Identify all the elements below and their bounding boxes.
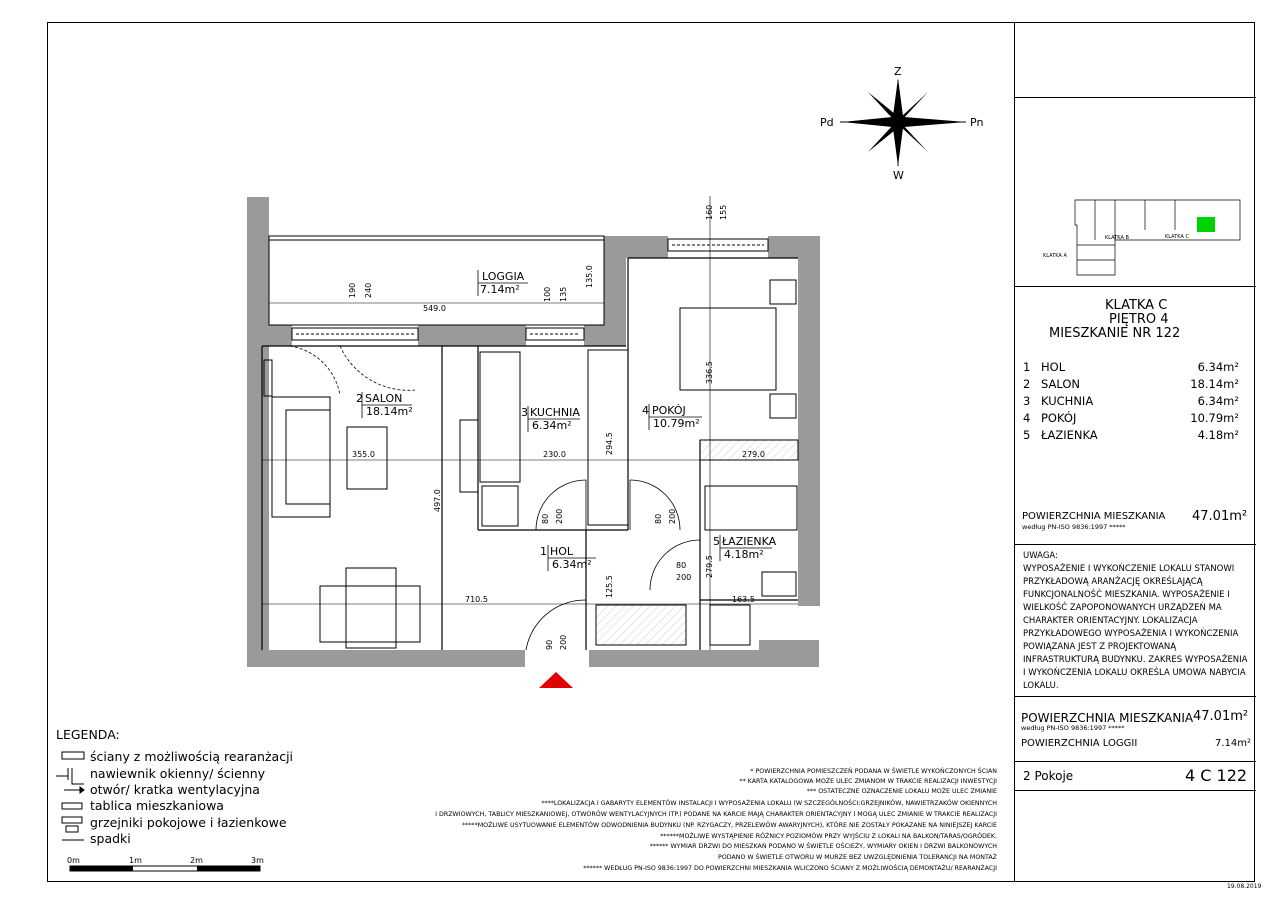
dim-label: 200 (676, 573, 692, 582)
note-line: POWIĄZANA JEST Z PROJEKTOWANĄ (1023, 642, 1177, 652)
dimension-lines (262, 196, 798, 650)
note-line: WYPOSAŻENIE I WYKOŃCZENIE LOKALU STANOWI (1023, 564, 1235, 574)
legend-item: ściany z możliwością rearanżacji (90, 749, 294, 764)
room-name: ŁAZIENKA (722, 535, 777, 548)
dim-label: 163.5 (732, 595, 755, 604)
dim-label: 230.0 (543, 450, 566, 459)
header-line3: MIESZKANIE NR 122 (1049, 326, 1181, 341)
footnote: PODANO W ŚWIETLE OTWORU W MURZE BEZ UWZGLĘDNIENIA TOLERANCJI NA MONTAŻ (717, 854, 997, 861)
room-num: 5 (713, 535, 720, 548)
room-labels (356, 270, 777, 571)
key-plan-highlight (1197, 217, 1215, 232)
room-name: SALON (365, 392, 403, 405)
entrance-marker (539, 672, 573, 688)
room-count: 2 Pokoje (1023, 769, 1074, 783)
keyplan-b: KLATKA B (1105, 235, 1129, 241)
room-list-name: POKÓJ (1041, 411, 1077, 425)
room-list-area: 6.34m² (1197, 360, 1239, 374)
dim-label: 336.5 (705, 361, 714, 384)
note-line: PRZYKŁADOWĄ ARANŻACJĘ OKREŚLAJĄCĄ (1023, 577, 1203, 587)
area2-value: 47.01m² (1193, 709, 1249, 724)
flat-code: 4 C 122 (1185, 766, 1248, 785)
area-sub: według PN-ISO 9836:1997 ***** (1022, 523, 1126, 531)
loggia-area: 7.14m² (480, 283, 520, 296)
notes-title: UWAGA: (1023, 551, 1058, 561)
dim-label: 160 (705, 204, 714, 220)
dim-label: 200 (559, 634, 568, 650)
room-num: 4 (642, 404, 649, 417)
room-list-num: 3 (1023, 394, 1031, 408)
legend-symbols (56, 752, 84, 840)
dim-label: 710.5 (465, 595, 488, 604)
loggia-area-label: POWIERZCHNIA LOGGII (1021, 738, 1138, 749)
compass-n: Z (894, 65, 902, 78)
note-line: INFRASTRUKTURĄ BUDYNKU. ZAKRES WYPOSAŻENIA (1023, 655, 1248, 665)
scale-label: 3m (251, 856, 264, 865)
scale-bar (70, 866, 260, 871)
panel-divider (1015, 97, 1256, 98)
footnote: ******MOŻLIWE WYSTĄPIENIE RÓŻNICY POZIOMÓW PRZY WYJŚCIU Z LOKALI NA BALKON/TARAS/OGRÓDEK. (660, 833, 997, 840)
panel-divider (1015, 761, 1256, 762)
scale-label: 1m (129, 856, 142, 865)
header-line2: PIĘTRO 4 (1109, 312, 1169, 327)
keyplan-a: KLATKA A (1043, 253, 1067, 259)
compass-e: Pn (970, 116, 984, 129)
sidebar-divider (1014, 22, 1015, 882)
dim-label: 80 (654, 513, 663, 524)
room-list-num: 5 (1023, 428, 1031, 442)
dim-label: 90 (545, 639, 554, 650)
room-area: 6.34m² (552, 558, 592, 571)
notes-body (1023, 563, 1248, 693)
dim-label: 190 (348, 282, 357, 298)
dim-label: 80 (676, 561, 687, 570)
dim-label: 125.5 (605, 575, 614, 598)
loggia-area-value: 7.14m² (1215, 738, 1252, 749)
room-list-num: 2 (1023, 377, 1031, 391)
area2-label: POWIERZCHNIA MIESZKANIA (1021, 711, 1194, 725)
room-num: 1 (540, 545, 547, 558)
room-num: 3 (521, 406, 528, 419)
dim-label: 155 (719, 204, 728, 220)
room-list-item (1023, 428, 1239, 444)
room-list-item (1023, 377, 1239, 393)
key-plan-drawing (1015, 185, 1255, 285)
room-list-name: HOL (1041, 360, 1066, 374)
room-list-name: SALON (1041, 377, 1081, 391)
room-area: 10.79m² (653, 417, 700, 430)
note-line: WIELKOŚĆ ZAPOPONOWANYCH URZĄDZEŃ MA (1023, 603, 1222, 613)
compass-w: Pd (820, 116, 834, 129)
area-value: 47.01m² (1192, 509, 1248, 524)
dim-label: 549.0 (423, 304, 446, 313)
dim-label: 240 (364, 282, 373, 298)
room-list-area: 4.18m² (1197, 428, 1239, 442)
room-name: HOL (550, 545, 574, 558)
doors (290, 346, 700, 650)
compass-s: W (893, 169, 904, 182)
dim-label: 200 (668, 508, 677, 524)
panel-divider (1015, 544, 1256, 545)
date: 19.08.2019 (1227, 883, 1262, 890)
room-list-area: 10.79m² (1190, 411, 1239, 425)
room-name: POKÓJ (652, 404, 686, 417)
header-line1: KLATKA C (1105, 298, 1168, 313)
dim-label: 100 (543, 286, 552, 302)
footnote: ****** WEDŁUG PN-ISO 9836:1997 DO POWIERZCHNI MIESZKANIA WLICZONO ŚCIANY Z MOŻLIWOŚCIĄ DEMONTAŻU/ REARANŻACJI (583, 865, 997, 872)
scale-labels (67, 856, 264, 865)
footnote: ** KARTA KATALOGOWA MOŻE ULEC ZMIANOM W TRAKCIE REALIZACJI INWESTYCJI (739, 778, 997, 785)
legend-title: LEGENDA: (56, 727, 120, 742)
note-line: PRZYKŁADOWEGO WYPOSAŻENIA I WYKOŃCZENIA (1023, 629, 1239, 639)
room-area: 4.18m² (724, 548, 764, 561)
note-line: LOKALU. (1023, 681, 1059, 691)
dim-label: 294.5 (605, 432, 614, 455)
footnote: ****** WYMIAR DRZWI DO MIESZKAŃ PODANO W ŚWIETLE OŚCIEŻY, WYMIARY OKIEN I DRZWI BALKONOWYCH (649, 843, 997, 850)
footnote: I DRZWIOWYCH, TABLICY MIESZKANIOWEJ, OTWORÓW WENTYLACYJNYCH ITP.) PODANE NA KARCIE MAJĄ CHARAKTER ORIENTACYJNY I MOGĄ ULEC ZMIANIE W TRAKCIE REALIZACJI (435, 811, 997, 818)
dim-label: 135.0 (585, 265, 594, 288)
dim-label: 355.0 (352, 450, 375, 459)
footnote: * POWIERZCHNIA POMIESZCZEŃ PODANA W ŚWIETLE WYKOŃCZONYCH ŚCIAN (750, 768, 997, 775)
footnote: *****MOŻLIWE USYTUOWANIE ELEMENTÓW ODWODNIENIA BUDYNKU (NP. RZYGACZY, PRZELEWÓW AWARYJNYCH), KTÓRE NIE ZOSTAŁY POKAZANE NA NINIEJSZEJ KARCIE (461, 822, 997, 829)
panel-divider (1015, 696, 1256, 697)
area-label: POWIERZCHNIA MIESZKANIA (1022, 511, 1166, 522)
legend-item: grzejniki pokojowe i łazienkowe (90, 815, 287, 830)
room-list-item (1023, 411, 1239, 427)
compass-rose (840, 78, 966, 166)
legend-item: nawiewnik okienny/ ścienny (90, 766, 266, 781)
legend-item: otwór/ kratka wentylacyjna (90, 782, 260, 797)
room-list-area: 18.14m² (1190, 377, 1239, 391)
keyplan-c: KLATKA C (1165, 234, 1189, 240)
room-area: 6.34m² (532, 419, 572, 432)
dim-label: 279.5 (705, 555, 714, 578)
dim-label: 497.0 (433, 489, 442, 512)
scale-label: 0m (67, 856, 80, 865)
room-list-num: 1 (1023, 360, 1031, 374)
room-list-item (1023, 394, 1239, 410)
room-list-area: 6.34m² (1197, 394, 1239, 408)
room-list-num: 4 (1023, 411, 1031, 425)
note-line: CHARAKTER ORIENTACYJNY. LOKALIZACJA (1023, 616, 1198, 626)
legend-item: tablica mieszkaniowa (90, 798, 224, 813)
dim-label: 200 (555, 508, 564, 524)
panel-divider (1015, 286, 1256, 287)
area2-sub: według PN-ISO 9836:1997 ***** (1021, 724, 1125, 732)
dim-label: 135 (559, 286, 568, 302)
room-name: KUCHNIA (530, 406, 580, 419)
loggia-name: LOGGIA (482, 270, 525, 283)
footnote: *** OSTATECZNE OZNACZENIE LOKALU MOŻE ULEC ZMIANIE (806, 788, 997, 795)
legend-item: spadki (90, 831, 131, 846)
room-area: 18.14m² (366, 405, 413, 418)
room-list-name: ŁAZIENKA (1041, 428, 1098, 442)
dim-label: 80 (541, 513, 550, 524)
note-line: I WYKOŃCZENIA LOKALU OKREŚLA UMOWA NABYCIA (1023, 668, 1246, 678)
room-list-item (1023, 360, 1239, 376)
scale-label: 2m (190, 856, 203, 865)
room-num: 2 (356, 392, 363, 405)
footnote: ****LOKALIZACJA I GABARYTY ELEMENTÓW INSTALACJI I WYPOSAŻENIA LOKALU (W SZCZEGÓLNOŚCI:GRZEJNIKÓW, NAWIETRZAKÓW OKIENNYCH (541, 800, 997, 807)
flat-header (1017, 299, 1256, 341)
panel-divider (1015, 790, 1256, 791)
dim-label: 279.0 (742, 450, 765, 459)
note-line: FUNKCJONALNOŚĆ MIESZKANIA. WYPOSAŻENIE I (1023, 590, 1230, 600)
room-list-name: KUCHNIA (1041, 394, 1094, 408)
